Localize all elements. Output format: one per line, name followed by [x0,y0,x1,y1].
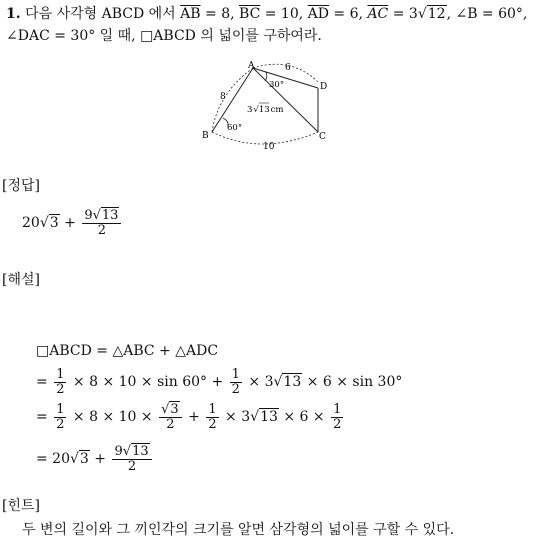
length-ad: 6 [285,63,291,73]
length-bc: 10 [263,142,275,152]
problem-line-2: ∠DAC = 30° 일 때, □ABCD 의 넓이를 구하여라. [6,28,322,44]
segment-ad: $\overline{AD}$ [307,6,329,22]
solution-line-1: □ABCD = △ABC + △ADC [36,343,219,359]
segment-ab: $\overline{AB}$ [180,6,201,22]
ac-radicand: 12 [427,6,446,22]
segment-ac: $\overline{AC}$ [367,6,389,22]
angle-b: 60° [227,123,243,133]
quadrilateral-figure [196,58,338,154]
ac-value: = 3 [388,6,418,22]
answer-radicand: 3 [49,215,59,231]
length-ac: 3√13cm [247,105,284,115]
angle-dac: 30° [269,80,285,90]
label-d: D [320,82,328,92]
ad-value: = 6, [328,6,363,22]
answer-coef: 20 [22,215,40,231]
solution-line-3: = $\frac{1}{2}$ × 8 × 10 × $\frac{√3}{2}$ + $\frac{1}{2}$ × 3√13 × 6 × $\frac{1}{2}$ [36,401,342,432]
answer-header: [정답] [2,178,40,194]
answer-plus: + [59,215,81,231]
hint-header: [힌트] [2,498,40,514]
problem-number: 1. [6,6,21,22]
solution-header: [해설] [2,272,40,288]
solution-line-2: = $\frac{1}{2}$ × 8 × 10 × sin 60° + $\frac{1}{2}$ × 3√13 × 6 × sin 30° [36,366,403,397]
problem-intro: 다음 사각형 ABCD 에서 [25,6,176,22]
bc-value: = 10, [260,6,304,22]
length-ab: 8 [220,92,226,102]
label-c: C [319,132,326,142]
ab-value: = 8, [200,6,235,22]
answer-expression: 20√3 + $\frac{9√13}{2}$ [22,208,123,238]
answer-fraction: $\frac{9√13}{2}$ [82,209,121,238]
label-a: A [248,61,255,71]
problem-line-1: 1. 다음 사각형 ABCD 에서 $\overline{AB} = 8$, $\overline{BC} = 10$, $\overline{AD} = 6$, $\overline{AC} = 3√12$, ∠B = 60°, [6,6,528,22]
segment-bc: $\overline{BC}$ [239,6,261,22]
hint-text: 두 변의 길이와 그 끼인각의 크기를 알면 삼각형의 넓이를 구할 수 있다. [22,522,455,538]
solution-line-4: = 20√3 + $\frac{9√13}{2}$ [36,442,154,476]
label-b: B [202,131,209,141]
angle-b-value: , ∠B = 60°, [446,6,528,22]
